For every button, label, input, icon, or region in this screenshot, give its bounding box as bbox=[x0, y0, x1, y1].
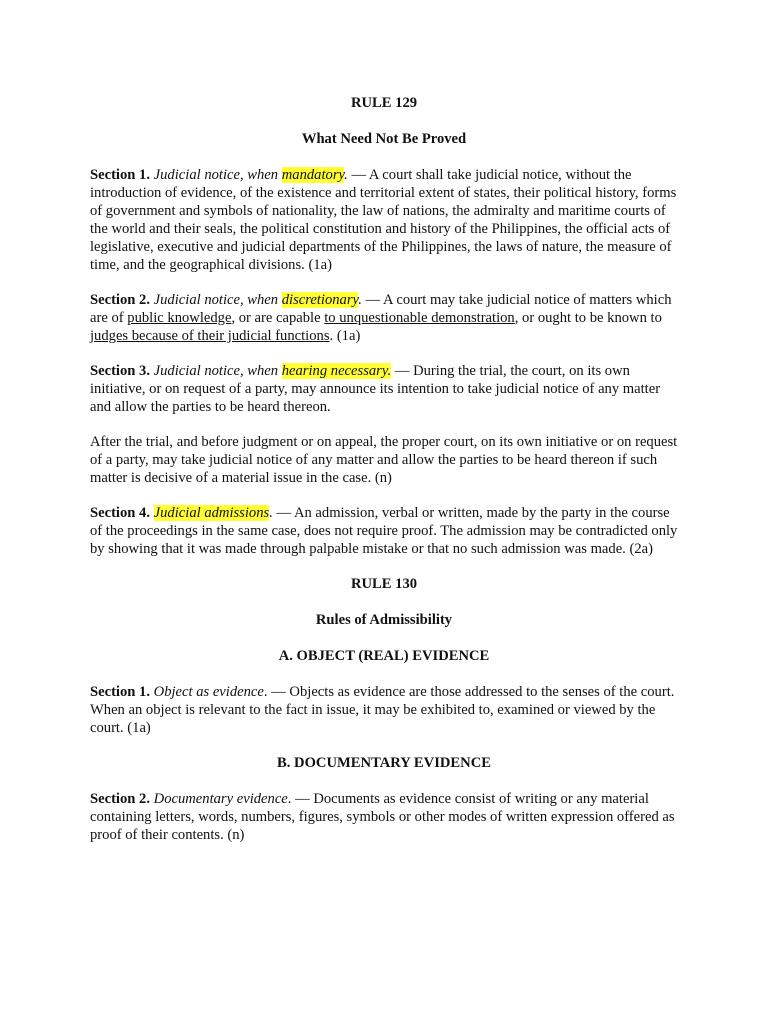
section-title-end: . bbox=[269, 505, 273, 521]
section-title-end: . bbox=[287, 791, 292, 807]
section-body: — Documents as evidence consist of writing or any material containing letters, words, numbers, figures, symbols or other modes of written expression offered as proof of their contents. (n) bbox=[90, 791, 675, 843]
highlight-mandatory: mandatory bbox=[281, 167, 345, 183]
rule-129-section-1 bbox=[90, 166, 678, 274]
rule-129-section-4 bbox=[90, 504, 678, 558]
section-body: — A court may take judicial notice of matters which are of bbox=[90, 292, 672, 326]
rule-130-section-2 bbox=[90, 790, 678, 844]
rule-130-subtitle: Rules of Admissibility bbox=[315, 612, 453, 628]
section-title: Judicial notice, when bbox=[153, 292, 282, 308]
section-body: , or ought to be known to bbox=[514, 310, 662, 326]
section-title: Judicial notice, when bbox=[153, 167, 282, 183]
section-body: — Objects as evidence are those addressed to the senses of the court. When an object is relevant to the fact in issue, it may be exhibited to, examined or viewed by the court. (1a) bbox=[90, 684, 675, 736]
highlight-hearing-necessary: hearing necessary. bbox=[281, 363, 392, 379]
part-b-heading: B. DOCUMENTARY EVIDENCE bbox=[277, 755, 491, 771]
section-label: Section 2. bbox=[90, 292, 150, 308]
section-body: . (1a) bbox=[329, 328, 361, 344]
section-title: Documentary evidence bbox=[153, 791, 288, 807]
rule-129-subtitle: What Need Not Be Proved bbox=[301, 131, 467, 147]
section-label: Section 1. bbox=[90, 684, 150, 700]
section-label: Section 2. bbox=[90, 791, 150, 807]
underline-public-knowledge: public knowledge bbox=[127, 310, 232, 326]
section-title-end: . bbox=[358, 292, 362, 308]
section-label: Section 1. bbox=[90, 167, 150, 183]
rule-130-title: RULE 130 bbox=[350, 576, 418, 592]
section-title-end: . bbox=[344, 167, 348, 183]
rule-129-section-2 bbox=[90, 291, 678, 345]
section-body: — A court shall take judicial notice, without the introduction of evidence, of the existence and territorial extent of states, their political history, forms of government and symbols of nationality, the law of nations, the admiralty and maritime courts of the world and their seals, the political constitution and history of the Philippines, the official acts of legislative, executive and judicial departments of the Philippines, the laws of nature, the measure of time, and the geographical divisions. (1a) bbox=[90, 167, 677, 273]
part-a-heading: A. OBJECT (REAL) EVIDENCE bbox=[278, 648, 490, 664]
section-title: Judicial notice, when bbox=[153, 363, 282, 379]
section-title: Object as evidence bbox=[153, 684, 264, 700]
rule-129-title: RULE 129 bbox=[350, 95, 418, 111]
section-title-end: . bbox=[263, 684, 268, 700]
section-body: , or are capable bbox=[231, 310, 325, 326]
rule-130-section-1 bbox=[90, 683, 678, 737]
section-label: Section 4. bbox=[90, 505, 150, 521]
underline-judicial-functions: judges because of their judicial functions bbox=[90, 328, 330, 344]
rule-129-section-3 bbox=[90, 362, 678, 416]
highlight-judicial-admissions: Judicial admissions bbox=[153, 505, 270, 521]
section-body: — During the trial, the court, on its own initiative, or on request of a party, may announce its intention to take judicial notice of any matter and allow the parties to be heard thereon. bbox=[90, 363, 661, 415]
section-label: Section 3. bbox=[90, 363, 150, 379]
section-body: — An admission, verbal or written, made by the party in the course of the proceedings in the same case, does not require proof. The admission may be contradicted only by showing that it was made through palpable mistake or that no such admission was made. (2a) bbox=[90, 505, 678, 557]
highlight-discretionary: discretionary bbox=[281, 292, 359, 308]
underline-demonstration: to unquestionable demonstration bbox=[324, 310, 515, 326]
rule-129-section-3-paragraph-2: After the trial, and before judgment or on appeal, the proper court, on its own initiative or on request of a party, may take judicial notice of any matter and allow the parties to be heard thereon if such matter is decisive of a material issue in the case. (n) bbox=[90, 434, 678, 486]
